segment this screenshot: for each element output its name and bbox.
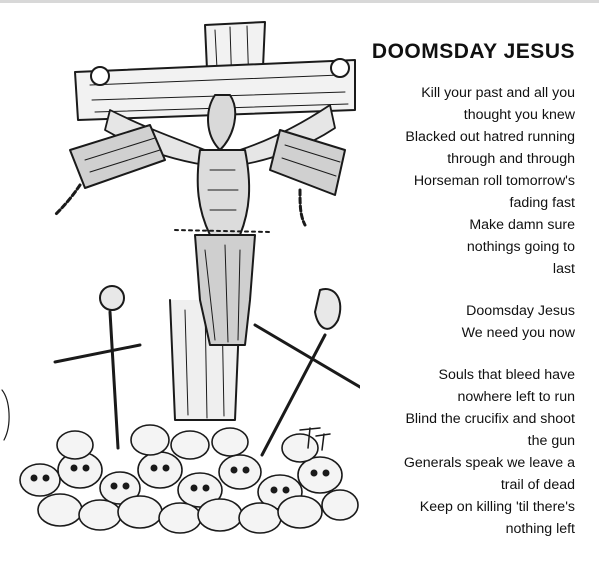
- lyric-line: last: [552, 261, 575, 277]
- lyric-line: the gun: [527, 433, 575, 449]
- stanza-verse-2: [360, 364, 575, 540]
- lyric-line: nothing left: [505, 521, 575, 537]
- song-title: DOOMSDAY JESUS: [371, 40, 575, 63]
- lyric-line: trail of dead: [500, 477, 575, 493]
- lyrics-panel: [360, 40, 575, 560]
- lyric-line: thought you knew: [463, 107, 575, 123]
- lyric-line: We need you now: [461, 325, 575, 341]
- page-edge-mark: [2, 390, 9, 440]
- right-small-cross: [255, 289, 360, 455]
- lyric-line: Blind the crucifix and shoot: [405, 411, 575, 427]
- lyric-line: Souls that bleed have: [438, 367, 575, 383]
- lyric-line: fading fast: [509, 195, 575, 211]
- lyric-line: Horseman roll tomorrow's: [413, 173, 575, 189]
- left-machine-gun: [55, 125, 165, 215]
- skull-pile: [20, 425, 358, 533]
- lyric-line: Keep on killing 'til there's: [419, 499, 575, 515]
- left-small-cross: [55, 286, 140, 448]
- lyric-line: Make damn sure: [469, 217, 575, 233]
- lyric-line: Kill your past and all you: [421, 85, 575, 101]
- stanza-chorus: [360, 300, 575, 344]
- lyric-line: Doomsday Jesus: [466, 303, 575, 319]
- lyric-line: Generals speak we leave a: [403, 455, 575, 471]
- lyric-line: through and through: [447, 151, 575, 167]
- lyric-line: nothings going to: [466, 239, 575, 255]
- right-machine-gun: [270, 130, 345, 225]
- lyric-line: nowhere left to run: [457, 389, 575, 405]
- stanza-verse-1: [360, 82, 575, 280]
- lyric-line: Blacked out hatred running: [405, 129, 575, 145]
